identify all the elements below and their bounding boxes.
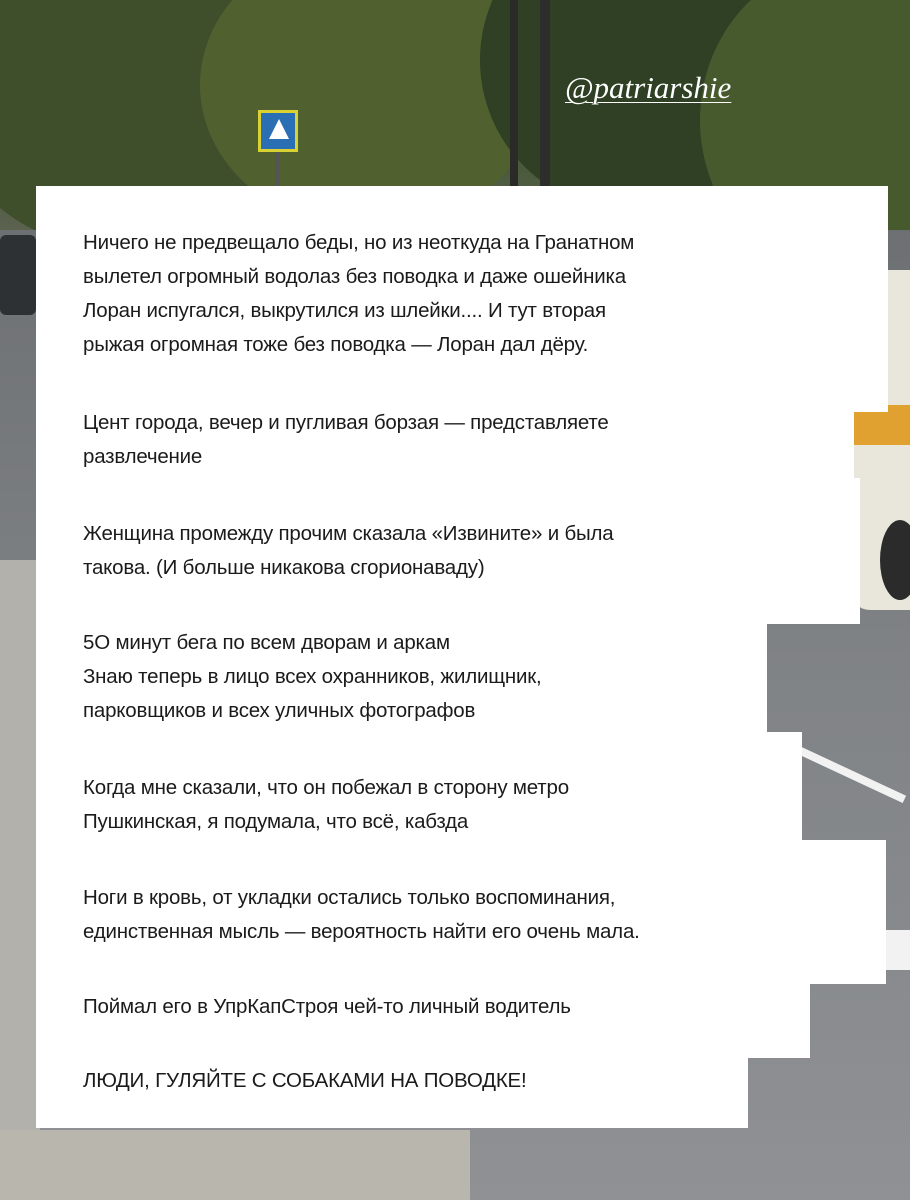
paragraph: Цент города, вечер и пугливая борзая — представляете развлечение [83, 411, 609, 468]
paragraph: Женщина промежду прочим сказала «Извините» и была такова. (И больше никакова сгорионаваду) [83, 522, 614, 579]
paragraph: Ничего не предвещало беды, но из неоткуда на Гранатном вылетел огромный водолаз без поводка и даже ошейника Лоран испугался, выкрутился из шлейки.... И тут вторая рыжая огромная тоже без поводка — Лоран дал дёру. [83, 231, 635, 356]
instagram-handle[interactable]: @patriarshie [565, 70, 732, 105]
crosswalk-sign [258, 110, 298, 152]
paragraph: Ноги в кровь, от укладки остались только воспоминания, единственная мысль — вероятность найти его очень мала. [83, 886, 640, 943]
paragraph: Поймал его в УпрКапСтроя чей-то личный водитель [83, 995, 571, 1018]
paragraph: ЛЮДИ, ГУЛЯЙТЕ С СОБАКАМИ НА ПОВОДКЕ! [83, 1069, 527, 1092]
paragraph: 5О минут бега по всем дворам и аркам Знаю теперь в лицо всех охранников, жилищник, парковщиков и всех уличных фотографов [83, 631, 542, 722]
paragraph: Когда мне сказали, что он побежал в сторону метро Пушкинская, я подумала, что всё, кабзда [83, 776, 569, 833]
